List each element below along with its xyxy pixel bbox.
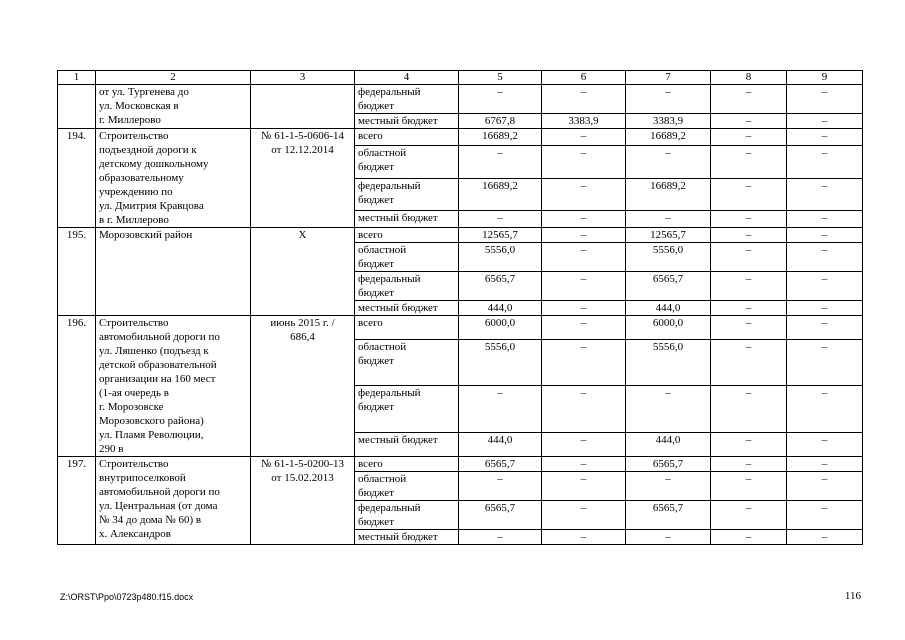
column-header: 6 [542,71,626,85]
value-cell: – [626,145,711,178]
funding-source: федеральный бюджет [355,272,459,301]
value-cell: – [542,386,626,432]
object-name: от ул. Тургенева до ул. Московская в г. Миллерово [99,86,189,126]
value-cell: – [711,243,787,272]
value-cell: – [711,530,787,545]
row-number: 195. [66,229,87,241]
column-header: 2 [96,71,251,85]
value-cell: – [787,114,863,129]
value-cell: – [711,457,787,472]
table-row [58,228,863,243]
value-cell: – [459,472,542,501]
value-cell: 12565,7 [459,228,542,243]
funding-source: местный бюджет [355,530,459,545]
value-cell: – [711,145,787,178]
object-name: Строительство внутрипоселковой автомобильной дороги по ул. Центральная (от дома № 34 до дома № 60) в х. Александров [99,458,220,540]
value-cell: – [542,432,626,456]
value-cell: – [787,211,863,228]
value-cell: – [542,457,626,472]
value-cell: 16689,2 [626,178,711,211]
footer-file-path: Z:\ORST\Ppo\0723p480.f15.docx [60,592,194,602]
table-row [58,457,863,472]
value-cell: 444,0 [626,301,711,316]
funding-source: федеральный бюджет [355,501,459,530]
value-cell: – [542,85,626,114]
value-cell: – [711,211,787,228]
funding-source: местный бюджет [355,432,459,456]
value-cell: 6000,0 [626,316,711,340]
object-name: Строительство автомобильной дороги по ул. Ляшенко (подъезд к детской образовательной организации на 160 мест (1-ая очередь в г. Морозовске Морозовского района) ул. Пламя Революции, 290 в [99,317,220,455]
value-cell: – [626,85,711,114]
value-cell: – [711,472,787,501]
value-cell: – [787,178,863,211]
value-cell: – [787,85,863,114]
value-cell: – [787,530,863,545]
funding-source: всего [355,129,459,146]
value-cell: – [459,530,542,545]
value-cell: 3383,9 [626,114,711,129]
column-header: 8 [711,71,787,85]
row-number: 194. [66,130,87,142]
table-row [58,316,863,340]
value-cell: – [542,178,626,211]
value-cell: – [787,386,863,432]
funding-source: федеральный бюджет [355,386,459,432]
value-cell: – [711,301,787,316]
value-cell: – [787,272,863,301]
funding-source: областной бюджет [355,340,459,386]
value-cell: – [542,211,626,228]
value-cell: – [711,129,787,146]
value-cell: – [542,228,626,243]
value-cell: 3383,9 [542,114,626,129]
value-cell: – [542,316,626,340]
funding-source: всего [355,457,459,472]
value-cell: 6000,0 [459,316,542,340]
funding-source: местный бюджет [355,114,459,129]
value-cell: – [787,301,863,316]
value-cell: – [542,272,626,301]
value-cell: – [787,243,863,272]
value-cell: – [787,501,863,530]
value-cell: 6565,7 [459,457,542,472]
column-header: 1 [58,71,96,85]
value-cell: – [626,386,711,432]
value-cell: 444,0 [626,432,711,456]
footer-page-number: 116 [844,590,861,602]
column-header: 9 [787,71,863,85]
value-cell: – [711,386,787,432]
column-header: 5 [459,71,542,85]
value-cell: – [626,472,711,501]
document-ref: июнь 2015 г. / 686,4 [270,317,335,343]
value-cell: – [787,340,863,386]
row-number: 196. [66,317,87,329]
value-cell: 5556,0 [459,243,542,272]
value-cell: – [787,129,863,146]
value-cell: 444,0 [459,301,542,316]
budget-table [57,70,863,545]
value-cell: – [711,85,787,114]
value-cell: – [787,472,863,501]
funding-source: областной бюджет [355,145,459,178]
value-cell: – [459,85,542,114]
funding-source: местный бюджет [355,211,459,228]
value-cell: – [711,178,787,211]
value-cell: – [459,211,542,228]
value-cell: 12565,7 [626,228,711,243]
value-cell: – [711,340,787,386]
value-cell: – [542,145,626,178]
funding-source: областной бюджет [355,243,459,272]
value-cell: – [787,145,863,178]
value-cell: – [711,272,787,301]
object-name: Строительство подъездной дороги к детскому дошкольному образовательному учреждению по ул. Дмитрия Кравцова в г. Миллерово [99,130,209,226]
object-name: Морозовский район [99,229,193,241]
header-row [58,71,863,85]
value-cell: – [542,530,626,545]
value-cell: 6565,7 [626,457,711,472]
value-cell: 16689,2 [626,129,711,146]
value-cell: 6767,8 [459,114,542,129]
value-cell: – [626,530,711,545]
column-header: 7 [626,71,711,85]
value-cell: 6565,7 [459,501,542,530]
value-cell: – [711,114,787,129]
document-ref: Х [298,229,307,241]
value-cell: – [542,472,626,501]
value-cell: 6565,7 [459,272,542,301]
value-cell: – [787,457,863,472]
value-cell: 5556,0 [626,243,711,272]
row-number: 197. [66,458,87,470]
value-cell: 5556,0 [626,340,711,386]
table-row [58,85,863,114]
table-row [58,129,863,146]
value-cell: – [542,129,626,146]
value-cell: – [542,301,626,316]
funding-source: местный бюджет [355,301,459,316]
funding-source: областной бюджет [355,472,459,501]
value-cell: 444,0 [459,432,542,456]
funding-source: всего [355,316,459,340]
value-cell: – [459,386,542,432]
value-cell: 6565,7 [626,501,711,530]
column-header: 4 [355,71,459,85]
value-cell: – [711,432,787,456]
funding-source: федеральный бюджет [355,85,459,114]
value-cell: – [711,316,787,340]
value-cell: – [542,501,626,530]
column-header: 3 [251,71,355,85]
value-cell: – [787,432,863,456]
value-cell: – [787,316,863,340]
value-cell: 16689,2 [459,178,542,211]
value-cell: – [711,228,787,243]
document-ref: № 61-1-5-0606-14 от 12.12.2014 [261,130,344,156]
value-cell: 16689,2 [459,129,542,146]
value-cell: – [787,228,863,243]
value-cell: 6565,7 [626,272,711,301]
value-cell: 5556,0 [459,340,542,386]
funding-source: федеральный бюджет [355,178,459,211]
funding-source: всего [355,228,459,243]
value-cell: – [711,501,787,530]
table-body [58,85,863,545]
value-cell: – [542,340,626,386]
value-cell: – [542,243,626,272]
document-ref: № 61-1-5-0200-13 от 15.02.2013 [261,458,344,484]
value-cell: – [626,211,711,228]
value-cell: – [459,145,542,178]
